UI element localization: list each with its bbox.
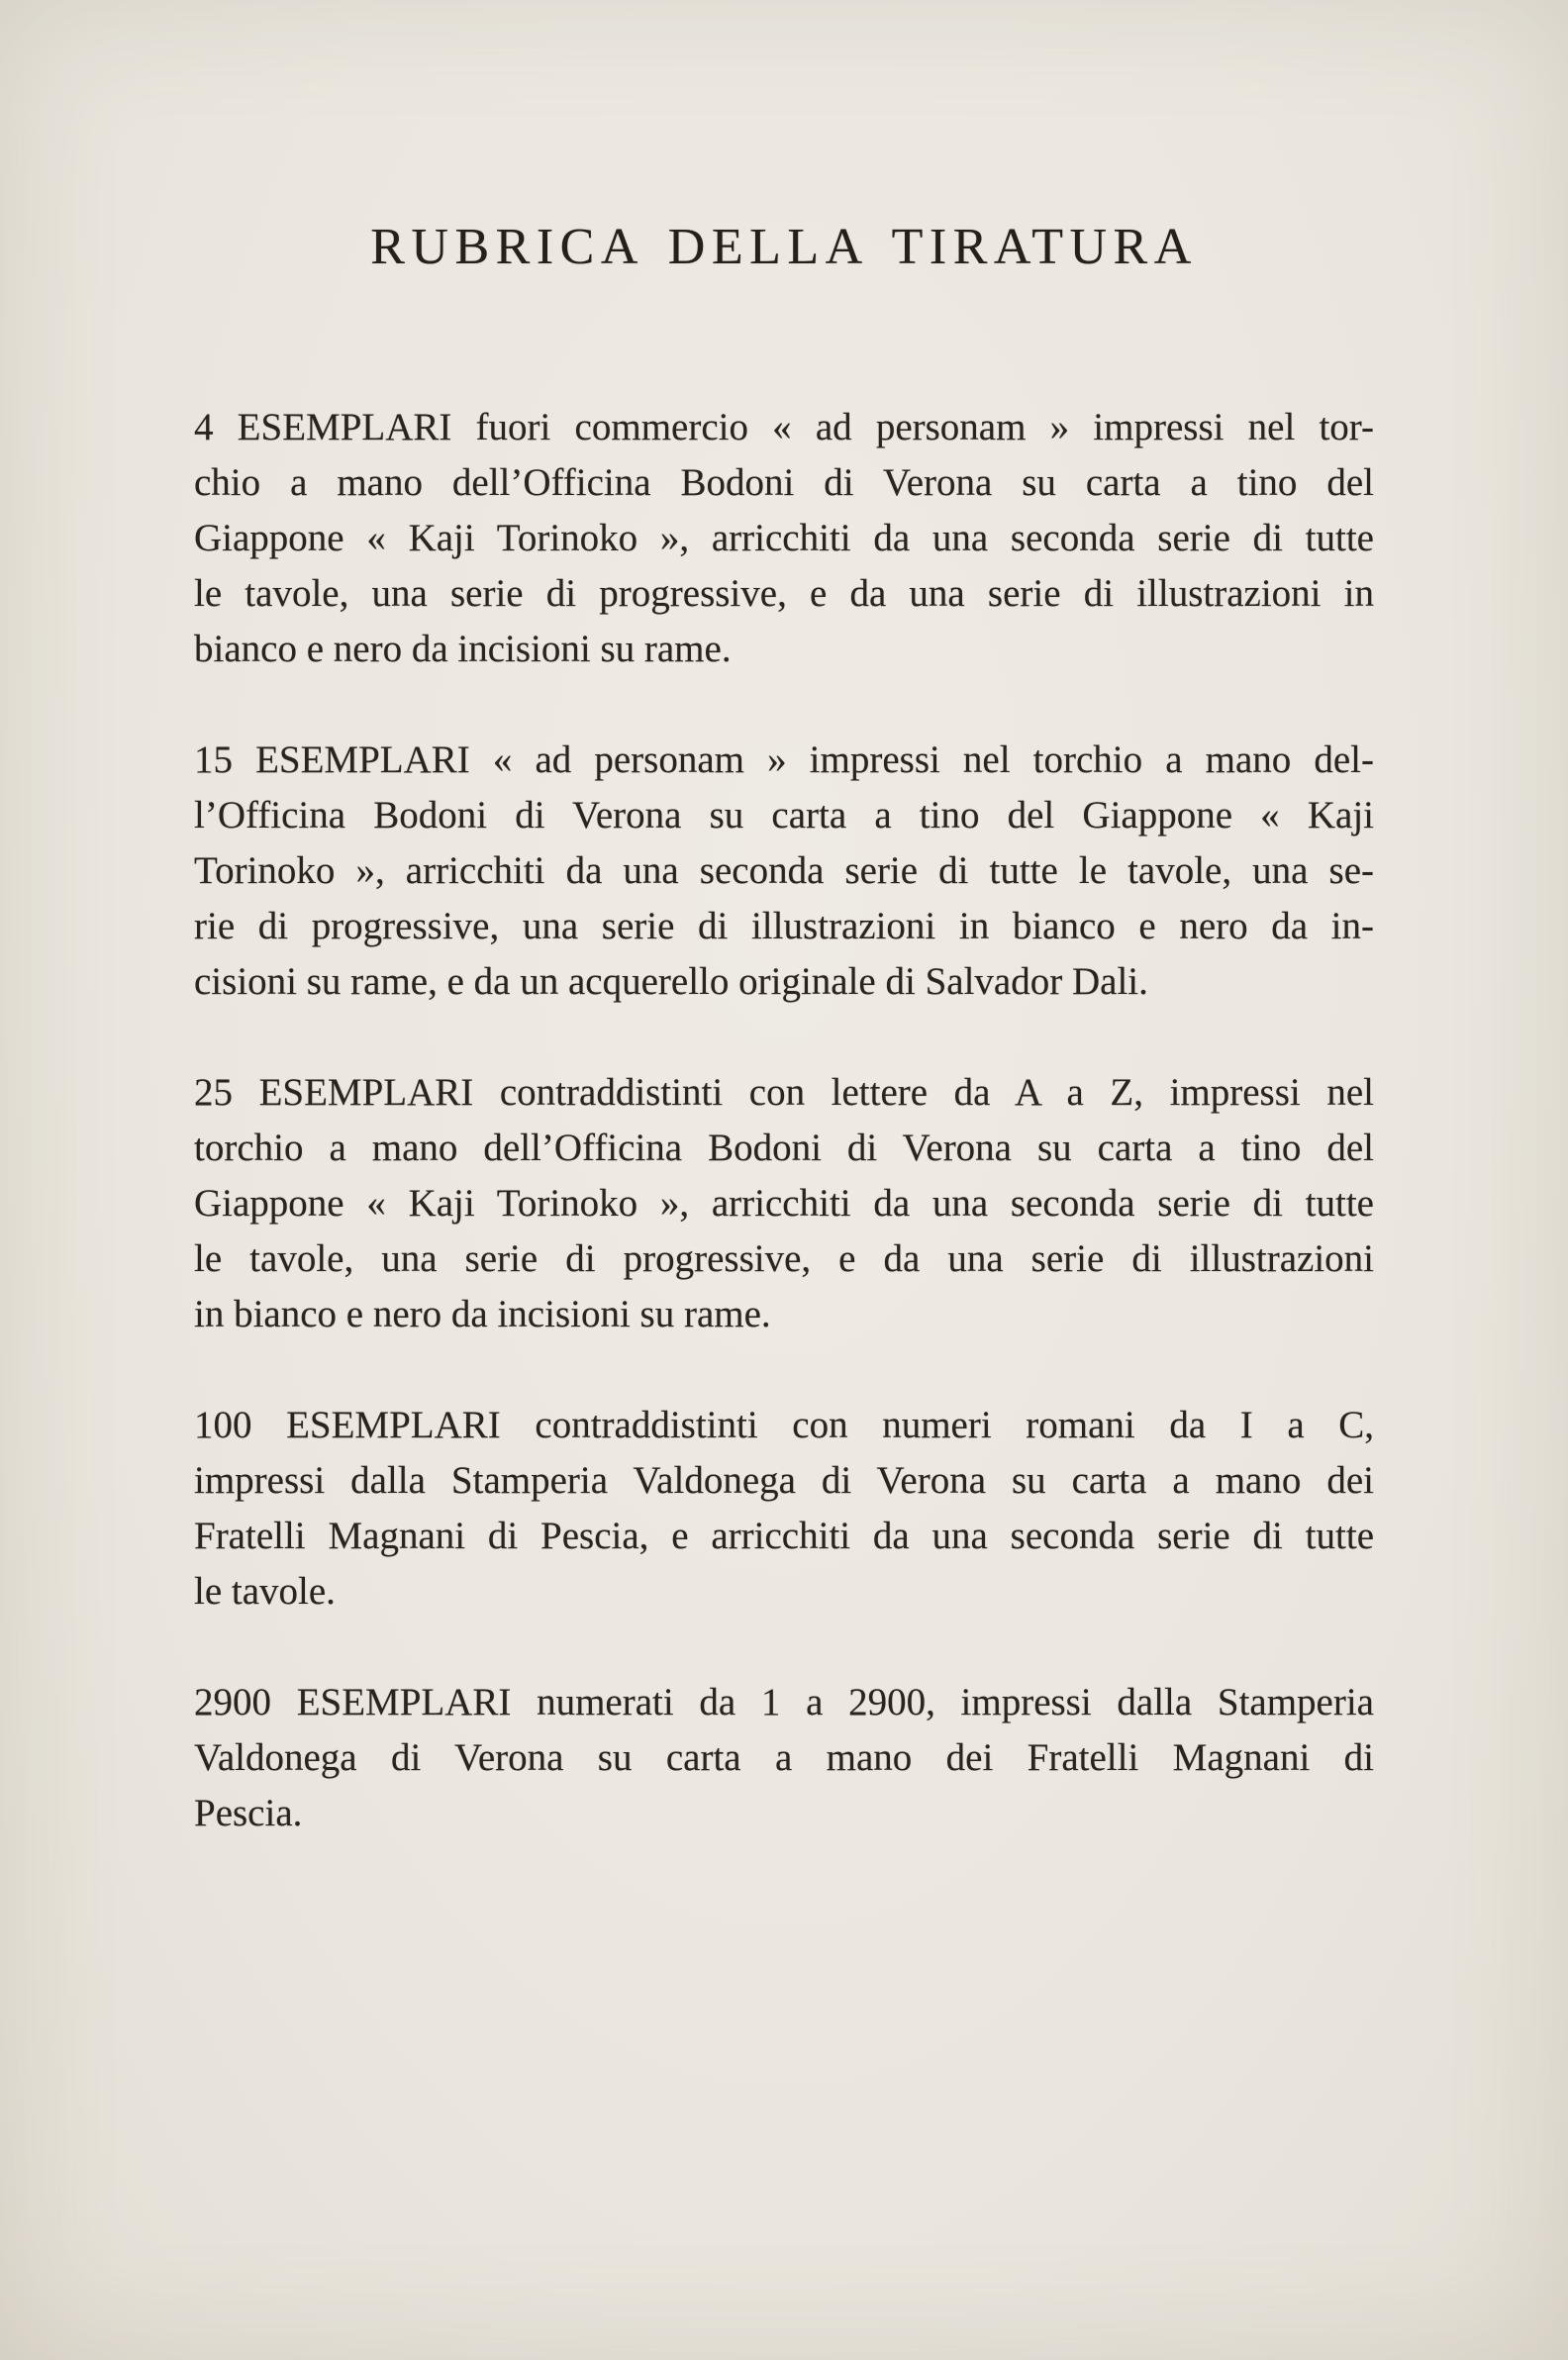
- text-line: 100 ESEMPLARI contraddistinti con numeri romani da I a C,: [194, 1404, 1374, 1446]
- colophon-paragraph-4-esemplari: [194, 400, 1374, 677]
- text-line: cisioni su rame, e da un acquerello originale di Salvador Dali.: [194, 960, 1148, 1003]
- text-line: l’Officina Bodoni di Verona su carta a tino del Giappone « Kaji: [194, 794, 1374, 836]
- text-line: 4 ESEMPLARI fuori commercio « ad personam » impressi nel tor-: [194, 406, 1374, 448]
- text-line: le tavole.: [194, 1570, 336, 1613]
- text-line: Giappone « Kaji Torinoko », arricchiti da una seconda serie di tutte: [194, 1182, 1374, 1225]
- colophon-paragraph-25-esemplari: [194, 1065, 1374, 1342]
- text-line: Pescia.: [194, 1792, 303, 1834]
- colophon-paragraph-2900-esemplari: [194, 1675, 1374, 1841]
- colophon-paragraph-15-esemplari: [194, 733, 1374, 1010]
- text-line: Giappone « Kaji Torinoko », arricchiti da una seconda serie di tutte: [194, 517, 1374, 559]
- page-title: RUBRICA DELLA TIRATURA: [370, 219, 1198, 275]
- text-line: le tavole, una serie di progressive, e da una serie di illustrazioni in: [194, 572, 1374, 615]
- text-line: torchio a mano dell’Officina Bodoni di Verona su carta a tino del: [194, 1127, 1374, 1169]
- text-line: impressi dalla Stamperia Valdonega di Verona su carta a mano dei: [194, 1459, 1374, 1502]
- text-line: le tavole, una serie di progressive, e da una serie di illustrazioni: [194, 1237, 1374, 1280]
- text-line: rie di progressive, una serie di illustrazioni in bianco e nero da in-: [194, 905, 1374, 947]
- text-line: chio a mano dell’Officina Bodoni di Verona su carta a tino del: [194, 461, 1374, 504]
- colophon-text: [194, 400, 1374, 1841]
- text-line: 25 ESEMPLARI contraddistinti con lettere da A a Z, impressi nel: [194, 1071, 1374, 1114]
- text-line: in bianco e nero da incisioni su rame.: [194, 1293, 771, 1335]
- colophon-paragraph-100-esemplari: [194, 1398, 1374, 1620]
- text-line: 2900 ESEMPLARI numerati da 1 a 2900, impressi dalla Stamperia: [194, 1681, 1374, 1723]
- text-line: Fratelli Magnani di Pescia, e arricchiti da una seconda serie di tutte: [194, 1515, 1374, 1557]
- text-line: bianco e nero da incisioni su rame.: [194, 628, 732, 670]
- text-line: 15 ESEMPLARI « ad personam » impressi nel torchio a mano del-: [194, 738, 1374, 781]
- text-line: Valdonega di Verona su carta a mano dei Fratelli Magnani di: [194, 1736, 1374, 1779]
- text-line: Torinoko », arricchiti da una seconda serie di tutte le tavole, una se-: [194, 849, 1374, 892]
